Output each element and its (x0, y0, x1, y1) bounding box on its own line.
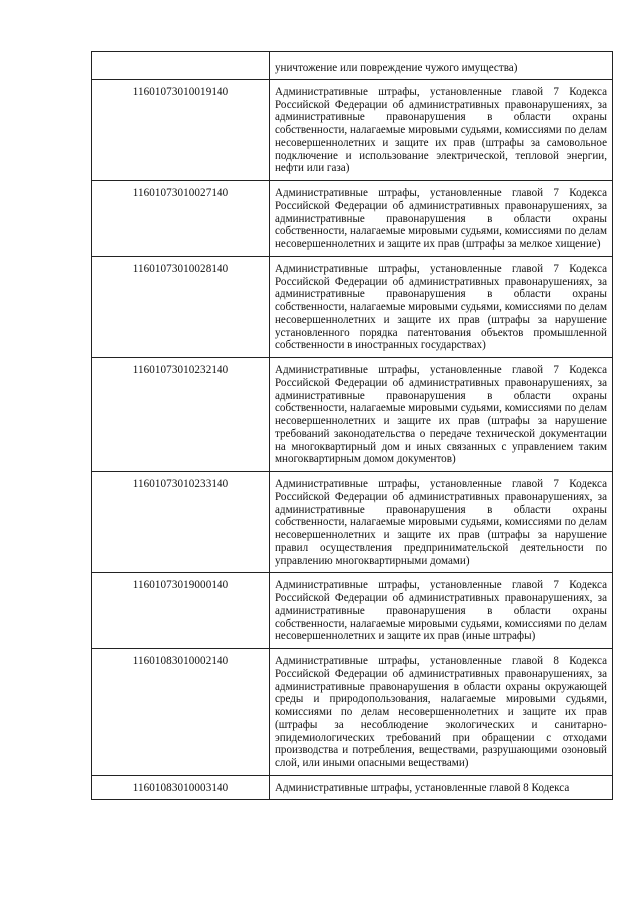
table-row (92, 573, 613, 649)
description-cell: уничтожение или повреждение чужого имущества) (270, 52, 613, 80)
description-cell: Административные штрафы, установленные главой 7 Кодекса Российской Федерации об административных правонарушениях, за административные правонарушения в области охраны собственности, налагаемые мировыми судьями, комиссиями по делам несовершеннолетних и защите их прав (штрафы за нарушение установленного порядка патентования объектов промышленной собственности в иностранных государствах) (270, 256, 613, 357)
description-cell: Административные штрафы, установленные главой 7 Кодекса Российской Федерации об административных правонарушениях, за административные правонарушения в области охраны собственности, налагаемые мировыми судьями, комиссиями по делам несовершеннолетних и защите их прав (штрафы за нарушение правил осуществления предпринимательской деятельности по управлению многоквартирными домами) (270, 472, 613, 573)
description-cell: Административные штрафы, установленные главой 7 Кодекса Российской Федерации об административных правонарушениях, за административные правонарушения в области охраны собственности, налагаемые мировыми судьями, комиссиями по делам несовершеннолетних и защите их прав (штрафы за нарушение требований законодательства о передаче технической документации на многоквартирный дом и иных связанных с управлением таким многоквартирным домом документов) (270, 358, 613, 472)
table-row (92, 358, 613, 472)
description-cell: Административные штрафы, установленные главой 8 Кодекса (270, 775, 613, 799)
code-cell (92, 52, 270, 80)
budget-codes-table (91, 51, 613, 800)
description-cell: Административные штрафы, установленные главой 7 Кодекса Российской Федерации об административных правонарушениях, за административные правонарушения в области охраны собственности, налагаемые мировыми судьями, комиссиями по делам несовершеннолетних и защите их прав (штрафы за мелкое хищение) (270, 181, 613, 257)
table-row (92, 649, 613, 776)
description-cell: Административные штрафы, установленные главой 7 Кодекса Российской Федерации об административных правонарушениях, за административные правонарушения в области охраны собственности, налагаемые мировыми судьями, комиссиями по делам несовершеннолетних и защите их прав (штрафы за самовольное подключение и использование электрической, тепловой энергии, нефти или газа) (270, 79, 613, 180)
table-row (92, 52, 613, 80)
code-cell: 11601073010232140 (92, 358, 270, 472)
table-row (92, 79, 613, 180)
code-cell: 11601083010002140 (92, 649, 270, 776)
description-cell: Административные штрафы, установленные главой 7 Кодекса Российской Федерации об административных правонарушениях, за административные правонарушения в области охраны собственности, налагаемые мировыми судьями, комиссиями по делам несовершеннолетних и защите их прав (иные штрафы) (270, 573, 613, 649)
table-row (92, 256, 613, 357)
table-row (92, 775, 613, 799)
code-cell: 11601073010028140 (92, 256, 270, 357)
code-cell: 11601073019000140 (92, 573, 270, 649)
table-row (92, 472, 613, 573)
description-cell: Административные штрафы, установленные главой 8 Кодекса Российской Федерации об административных правонарушениях, за административные правонарушения в области охраны окружающей среды и природопользования, налагаемые мировыми судьями, комиссиями по делам несовершеннолетних и защите их прав (штрафы за несоблюдение экологических и санитарно-эпидемиологических требований при обращении с отходами производства и потребления, веществами, разрушающими озоновый слой, или иными опасными веществами) (270, 649, 613, 776)
code-cell: 11601073010233140 (92, 472, 270, 573)
code-cell: 11601073010027140 (92, 181, 270, 257)
code-cell: 11601073010019140 (92, 79, 270, 180)
table-row (92, 181, 613, 257)
code-cell: 11601083010003140 (92, 775, 270, 799)
